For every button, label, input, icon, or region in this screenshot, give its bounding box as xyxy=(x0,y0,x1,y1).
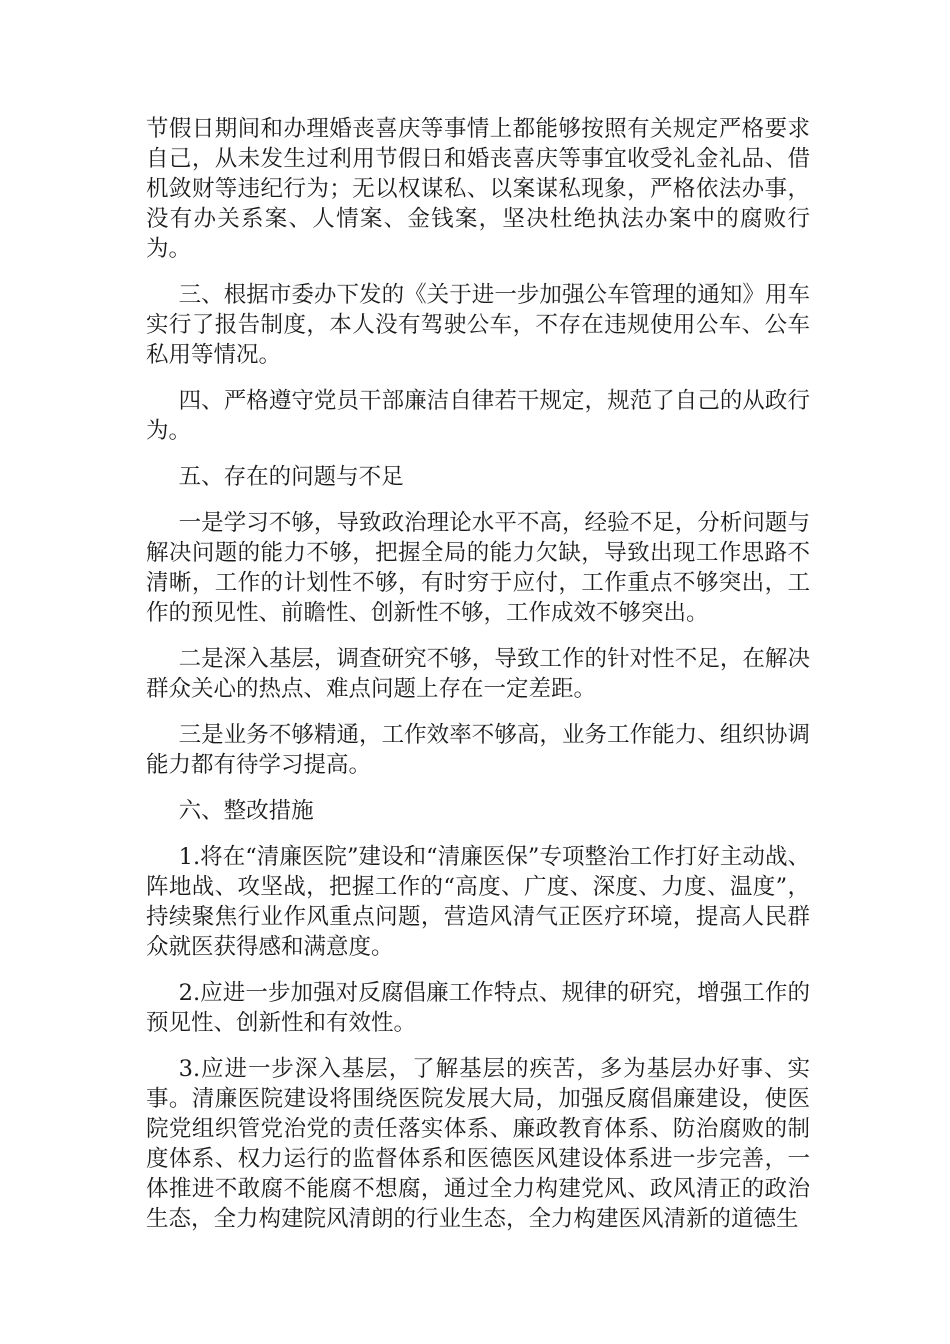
paragraph-continuation: 节假日期间和办理婚丧喜庆等事情上都能够按照有关规定严格要求自己，从未发生过利用节假日和婚丧喜庆等事宜收受礼金礼品、借机敛财等违纪行为；无以权谋私、以案谋私现象，严格依法办事，没有办关系案、人情案、金钱案，坚决杜绝执法办案中的腐败行为。 xyxy=(146,116,810,262)
heading-section-six: 六、整改措施 xyxy=(178,798,314,824)
paragraph-problem-three: 三是业务不够精通，工作效率不够高，业务工作能力、组织协调能力都有待学习提高。 xyxy=(146,722,810,778)
heading-section-five: 五、存在的问题与不足 xyxy=(178,464,404,490)
paragraph-section-four: 四、严格遵守党员干部廉洁自律若干规定，规范了自己的从政行为。 xyxy=(146,388,810,444)
paragraph-measure-three: 3.应进一步深入基层，了解基层的疾苦，多为基层办好事、实事。清廉医院建设将围绕医院发展大局，加强反腐倡廉建设，使医院党组织管党治党的责任落实体系、廉政教育体系、防治腐败的制度体系、权力运行的监督体系和医德医风建设体系进一步完善，一体推进不敢腐不能腐不想腐，通过全力构建党风、政风清正的政治生态，全力构建院风清朗的行业生态，全力构建医风清新的道德生 xyxy=(146,1056,810,1232)
paragraph-problem-two: 二是深入基层，调查研究不够，导致工作的针对性不足，在解决群众关心的热点、难点问题上存在一定差距。 xyxy=(146,646,810,702)
paragraph-section-three: 三、根据市委办下发的《关于进一步加强公车管理的通知》用车实行了报告制度，本人没有驾驶公车，不存在违规使用公车、公车私用等情况。 xyxy=(146,282,810,368)
paragraph-measure-two: 2.应进一步加强对反腐倡廉工作特点、规律的研究，增强工作的预见性、创新性和有效性。 xyxy=(146,980,810,1036)
document-body xyxy=(146,114,810,1250)
paragraph-measure-one: 1.将在“清廉医院”建设和“清廉医保”专项整治工作打好主动战、阵地战、攻坚战，把握工作的“高度、广度、深度、力度、温度”，持续聚焦行业作风重点问题，营造风清气正医疗环境，提高人民群众就医获得感和满意度。 xyxy=(146,844,810,960)
paragraph-problem-one: 一是学习不够，导致政治理论水平不高，经验不足，分析问题与解决问题的能力不够，把握全局的能力欠缺，导致出现工作思路不清晰，工作的计划性不够，有时穷于应付，工作重点不够突出，工作的预见性、前瞻性、创新性不够，工作成效不够突出。 xyxy=(146,510,810,626)
